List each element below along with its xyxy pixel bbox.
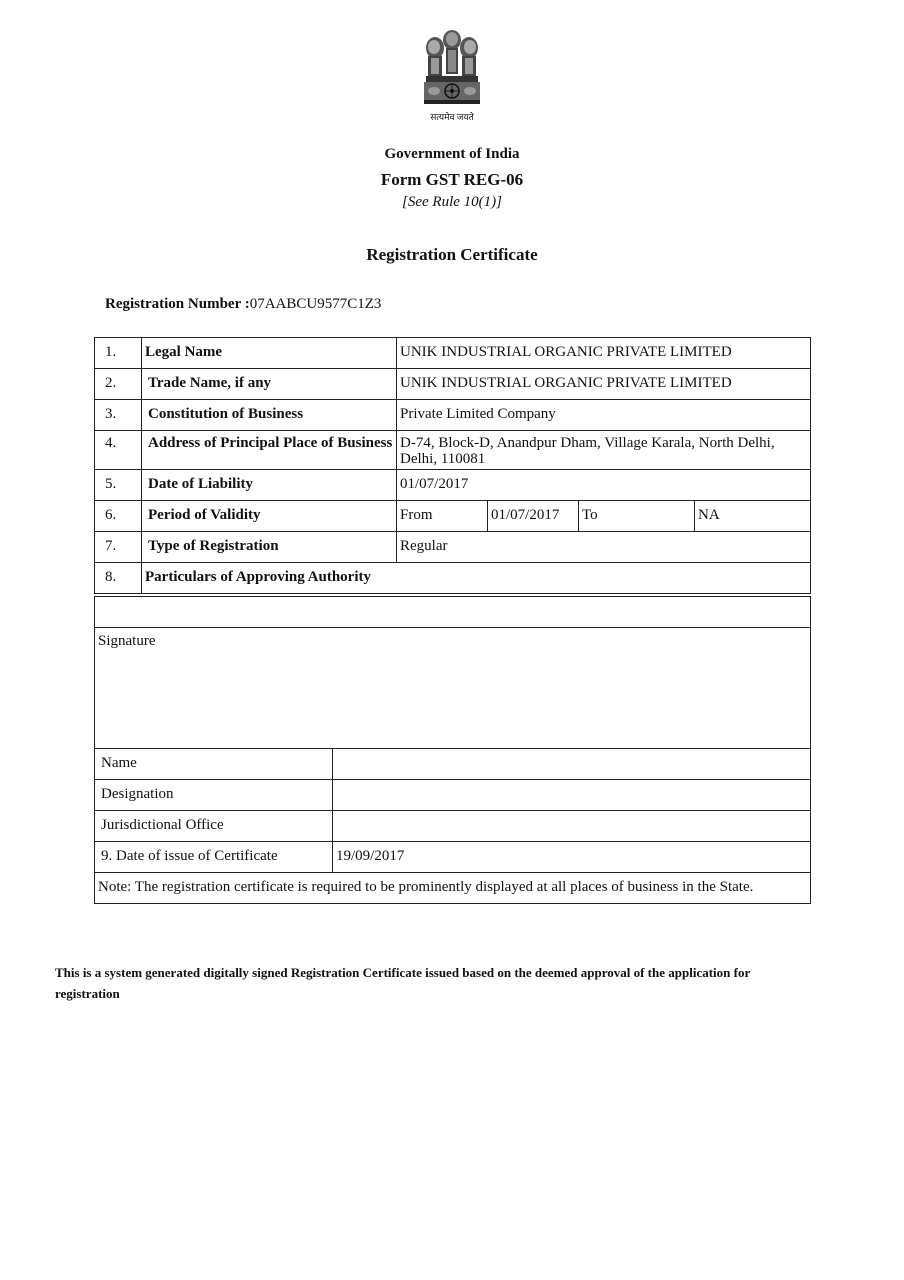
jurisdictional-office-label: Jurisdictional Office xyxy=(101,817,224,833)
row-value: Private Limited Company xyxy=(400,406,556,422)
row-number: 8. xyxy=(105,569,117,585)
name-label: Name xyxy=(101,755,137,771)
row-value: 01/07/2017 xyxy=(400,476,469,492)
designation-label: Designation xyxy=(101,786,174,802)
row-label: Date of Liability xyxy=(148,476,253,492)
certificate-title: Registration Certificate xyxy=(366,245,538,264)
table-row xyxy=(95,842,811,873)
table-row xyxy=(95,532,811,563)
issue-date-label: 9. Date of issue of Certificate xyxy=(101,848,278,864)
form-title: Form GST REG-06 xyxy=(380,170,524,189)
table-row xyxy=(95,749,811,780)
government-heading: Government of India xyxy=(384,146,520,162)
row-number: 2. xyxy=(105,375,117,391)
row-label: Period of Validity xyxy=(148,507,261,523)
approving-authority-table xyxy=(94,596,811,904)
row-label: Type of Registration xyxy=(148,538,279,554)
row-number: 3. xyxy=(105,406,117,422)
table-row xyxy=(95,501,811,532)
registration-number-label: Registration Number : xyxy=(105,296,250,312)
issue-date-value: 19/09/2017 xyxy=(336,848,405,864)
row-label: Legal Name xyxy=(145,344,223,360)
blank-row xyxy=(95,597,811,628)
validity-from-value: 01/07/2017 xyxy=(491,507,560,523)
row-number: 7. xyxy=(105,538,117,554)
row-number: 6. xyxy=(105,507,117,523)
registration-number xyxy=(105,296,381,313)
table-row xyxy=(95,431,811,470)
table-row xyxy=(95,338,811,369)
registration-number-value: 07AABCU9577C1Z3 xyxy=(249,296,382,312)
table-row xyxy=(95,470,811,501)
validity-from-label: From xyxy=(400,507,433,523)
validity-to-label: To xyxy=(582,507,598,523)
emblem-motto: सत्यमेव जयते xyxy=(430,112,474,122)
display-note: Note: The registration certificate is required to be prominently displayed at all places of business in the State. xyxy=(98,879,754,895)
validity-to-value: NA xyxy=(698,507,720,523)
table-row xyxy=(95,780,811,811)
registration-details-table xyxy=(94,337,811,594)
signature-row xyxy=(95,628,811,749)
table-row xyxy=(95,811,811,842)
row-value: UNIK INDUSTRIAL ORGANIC PRIVATE LIMITED xyxy=(400,375,732,391)
signature-label: Signature xyxy=(98,633,156,649)
table-row xyxy=(95,369,811,400)
row-value: Regular xyxy=(400,538,448,554)
row-value: UNIK INDUSTRIAL ORGANIC PRIVATE LIMITED xyxy=(400,344,732,360)
system-generated-notice: This is a system generated digitally signed Registration Certificate issued based on the deemed approval of the application for registration xyxy=(55,965,751,1001)
row-number: 1. xyxy=(105,344,117,360)
row-label: Particulars of Approving Authority xyxy=(145,569,371,585)
row-number: 5. xyxy=(105,476,117,492)
row-label: Trade Name, if any xyxy=(148,375,272,391)
note-row xyxy=(95,873,811,904)
row-number: 4. xyxy=(105,435,117,451)
lion-capital-icon xyxy=(422,26,482,110)
rule-reference: [See Rule 10(1)] xyxy=(402,194,502,210)
national-emblem xyxy=(418,26,486,122)
row-label: Address of Principal Place of Business xyxy=(148,435,393,451)
row-value: D-74, Block-D, Anandpur Dham, Village Karala, North Delhi, Delhi, 110081 xyxy=(400,435,775,467)
table-row xyxy=(95,563,811,594)
row-label: Constitution of Business xyxy=(148,406,304,422)
table-row xyxy=(95,400,811,431)
